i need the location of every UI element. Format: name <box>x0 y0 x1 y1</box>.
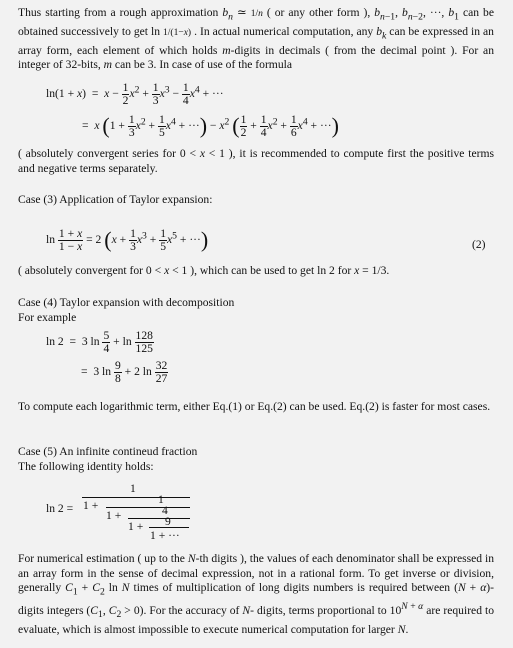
equation-2-number: (2) <box>472 238 486 251</box>
paragraph-numerical-estimation: For numerical estimation ( up to the N-th digits ), the values of each denominator shall be expressed in an array form in the sense of decimal expression, not in a rational form. To get inverse or division, generally $C_1 + C_2$ ln N times of multiplication of long digits numbers is required between (N + α)-digits integers ($C_1$, $C_2 > 0$). For the accuracy of N- digits, terms proportional to $10^{N + \alpha}$ are required to evaluate, which is almost impossible to execute numerical computation for larger N. <box>18 552 495 636</box>
paragraph-compute-log: To compute each logarithmic term, either Eq.(1) or Eq.(2) can be used. Eq.(2) is faster for most cases. <box>18 400 491 413</box>
case4-sub: For example <box>18 311 77 324</box>
case5-sub: The following identity holds: <box>18 460 154 473</box>
case4-heading: Case (4) Taylor expansion with decomposition <box>18 296 235 309</box>
paragraph-convergence-1: ( absolutely convergent series for 0 < x < 1 ), it is recommended to compute first the positive terms and negative terms separately. <box>18 147 494 175</box>
paragraph-intro: Thus starting from a rough approximation $b_n$ ≃ 1/n ( or any other form ), $b_{n-1}$, $b_{n-2}$, ···, $b_1$ can be obtained successively to get ln 1/(1−x) . In actual numerical computation, any $b_k$ can be expressed in an array form, each element of which holds m-digits in decimals ( from the decimal point ). For an integer of 32-bits, m can be 3. In case of use of the formula <box>18 6 495 72</box>
case5-heading: Case (5) An infinite contineud fraction <box>18 445 198 458</box>
equation-ln2-decomp: ln 2 = 3 ln $\frac{5}{4}$ + ln $\frac{128}{125}$ = 3 ln $\frac{9}{8}$ + 2 ln $\frac{32}{27}$ <box>46 329 168 385</box>
equation-continued-fraction: ln 2 = 1 1 + 1 1 + 4 1 + 9 1 + ··· <box>46 482 226 544</box>
equation-2: ln $\frac{1 + x}{1 - x}$ = 2 (x + $\frac{1}{3}$ $x^3$ + $\frac{1}{5}$ $x^5$ + ···) <box>46 227 209 253</box>
equation-ln1px: ln(1 + x) = x − $\frac{1}{2}$ $x^2$ + $\frac{1}{3}$ $x^3$ − $\frac{1}{4}$ $x^4$ + ··· = x (1 + $\frac{1}{3}$ $x^2$ + $\frac{1}{5}$ $x^4$ + ···) − $x^2$ ( $\frac{1}{2}$ + $\frac{1}{4}$ $x^2$ + $\frac{1}{6}$ $x^4$ + ···) <box>46 81 339 139</box>
case3-heading: Case (3) Application of Taylor expansion: <box>18 193 213 206</box>
paragraph-convergence-2: ( absolutely convergent for 0 < x < 1 ), which can be used to get ln 2 for x = 1/3. <box>18 264 390 277</box>
